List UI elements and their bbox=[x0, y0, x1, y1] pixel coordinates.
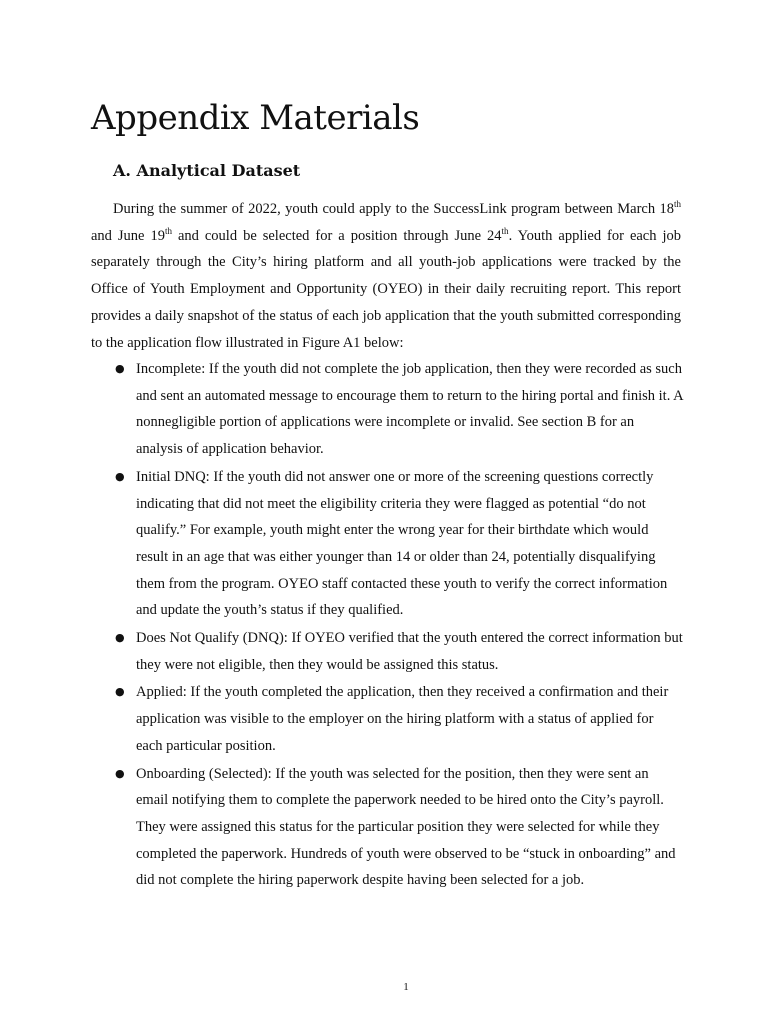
status-bullet-list bbox=[91, 356, 683, 895]
intro-text-2: and June 19 bbox=[91, 227, 165, 244]
bullet-icon: ● bbox=[115, 469, 125, 483]
list-item-text: Does Not Qualify (DNQ): If OYEO verified that the youth entered the correct information but they were not eligible, then they would be assigned this status. bbox=[136, 630, 683, 673]
superscript-th-2: th bbox=[164, 225, 172, 236]
bullet-icon: ● bbox=[115, 685, 125, 699]
intro-paragraph bbox=[91, 196, 681, 356]
superscript-th-1: th bbox=[673, 199, 681, 210]
list-item-text: Onboarding (Selected): If the youth was selected for the position, then they were sent an email notifying them to complete the paperwork needed to be hired onto the City’s payroll. They were assigned this status for the particular position they were selected for while they completed the paperwork. Hundreds of youth were observed to be “stuck in onboarding” and did not complete the hiring paperwork despite having been selected for a job. bbox=[136, 765, 676, 889]
list-item bbox=[91, 679, 683, 759]
bullet-icon: ● bbox=[115, 362, 125, 375]
bullet-icon: ● bbox=[115, 631, 125, 645]
section-heading: A. Analytical Dataset bbox=[113, 161, 301, 180]
list-item bbox=[91, 761, 683, 895]
page-title: Appendix Materials bbox=[91, 98, 420, 138]
superscript-th-3: th bbox=[501, 225, 509, 236]
list-item-text: Initial DNQ: If the youth did not answer one or more of the screening questions correctly indicating that did not meet the eligibility criteria they were flagged as potential “do not qualify.” For example, youth might enter the wrong year for their birthdate which would result in an age that was either younger than 14 or older than 24, potentially disqualifying them from the program. OYEO staff contacted these youth to verify the correct information and update the youth’s status if they qualified. bbox=[136, 468, 668, 619]
list-item bbox=[91, 356, 683, 463]
intro-text-3: and could be selected for a position through June 24 bbox=[171, 227, 502, 244]
list-item bbox=[91, 464, 683, 624]
intro-text-4: . Youth applied for each job separately through the City’s hiring platform and all youth-job applications were tracked by the Office of Youth Employment and Opportunity (OYEO) in their daily recruiting report. This report provides a daily snapshot of the status of each job application that the youth submitted corresponding to the application flow illustrated in Figure A1 below: bbox=[91, 227, 682, 351]
page-number: 1 bbox=[403, 981, 409, 993]
bullet-icon: ● bbox=[115, 766, 125, 780]
intro-text-1: During the summer of 2022, youth could apply to the SuccessLink program between March 18 bbox=[113, 201, 674, 217]
list-item-text: Applied: If the youth completed the application, then they received a confirmation and their application was visible to the employer on the hiring platform with a status of applied for each particular position. bbox=[136, 684, 669, 754]
list-item bbox=[91, 625, 683, 678]
list-item-text: Incomplete: If the youth did not complete the job application, then they were recorded as such and sent an automated message to encourage them to return to the hiring portal and finish it. A nonnegligible portion of applications were incomplete or invalid. See section B for an analysis of application behavior. bbox=[136, 361, 683, 458]
